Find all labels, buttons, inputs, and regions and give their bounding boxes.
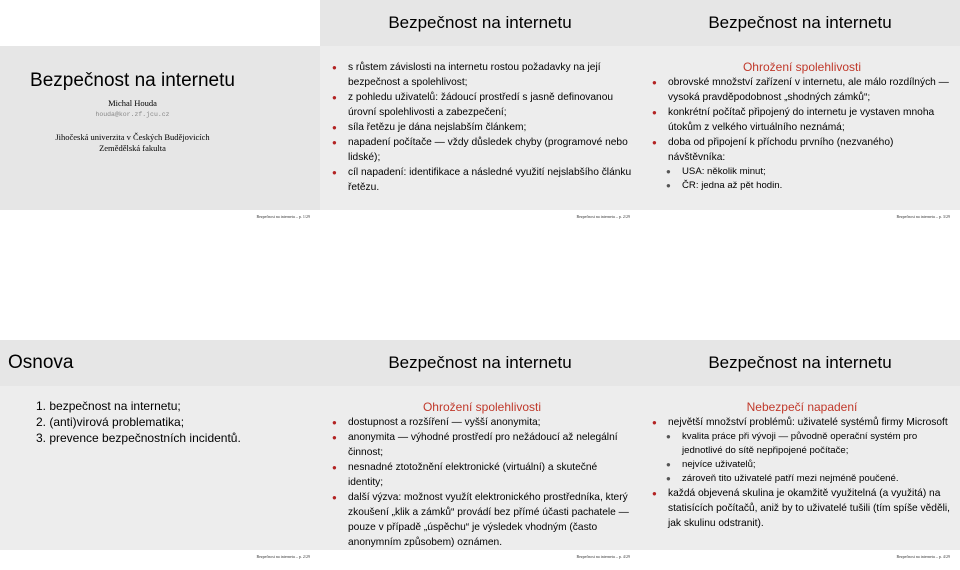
list-item: ● další výzva: možnost využít elektronického prostředníka, který zkoušení „klik a zámků“ provádí bez přímé účasti pachatele — pouze v případě „úspěchu“ je výsledek vhodným (často anonymním způsobem) oznámen. [332,492,629,548]
slide-5 [320,340,640,570]
sub-bullet-icon: ● [666,474,671,483]
bullet-icon: ● [332,93,337,102]
institution-faculty: Zemědělská fakulta [99,143,166,153]
presentation-title: Bezpečnost na internetu [30,70,235,91]
list-item: ● dostupnost a rozšíření — vyšší anonymita; [332,417,541,428]
list-item: 2. (anti)virová problematika; [36,415,185,429]
bullet-icon: ● [652,418,657,427]
bullet-icon: ● [332,168,337,177]
slide-title: Bezpečnost na internetu [388,13,572,32]
list-item: ● síla řetězu je dána nejslabším článkem; [332,122,527,133]
section-heading: Nebezpečí napadení [746,400,858,414]
slide-content [652,400,952,531]
list-item: 3. prevence bezpečnostních incidentů. [36,431,241,445]
sub-bullet-icon: ● [666,460,671,469]
slide-title: Osnova [8,352,74,373]
list-item: ● cíl napadení: identifikace a následné využití nejslabšího článku řetězu. [332,167,632,193]
bullet-icon: ● [332,63,337,72]
slide-2 [320,0,640,230]
slide-content [332,400,632,550]
bullet-icon: ● [332,418,337,427]
list-subitem: ● kvalita práce při vývoji — původně operační systém pro jednotlivé do sítě nepřipojené počítače; [666,431,918,456]
slide-title: Bezpečnost na internetu [388,353,572,372]
bullet-icon: ● [332,138,337,147]
outline-list [36,398,320,446]
slide-outline [0,340,320,570]
institution-university: Jihočeská univerzita v Českých Budějovicích [55,132,210,142]
list-item: ● nesnadné ztotožnění elektronické (virtuální) a skutečné identity; [332,462,598,488]
section-heading: Ohrožení spolehlivosti [742,60,862,74]
slide-footer: Bezpečnost na internetu – p. 2/29 [576,214,630,219]
slide-content [36,398,320,446]
author-name: Michal Houda [108,98,157,108]
slide-3 [640,0,960,230]
list-subitem: ● ČR: jedna až pět hodin. [666,180,783,191]
bullet-icon: ● [652,489,657,498]
slide-footer: Bezpečnost na internetu – p. 4/29 [896,554,950,559]
slide-footer: Bezpečnost na internetu – p. 4/29 [576,554,630,559]
institution [0,132,265,154]
slide-footer: Bezpečnost na internetu – p. 1/29 [256,214,310,219]
bullet-icon: ● [652,138,657,147]
sub-bullet-icon: ● [666,181,671,190]
list-subitem: ● zároveň tito uživatelé patří mezi nejméně poučené. [666,473,899,484]
sub-bullet-icon: ● [666,167,671,176]
slide-6 [640,340,960,570]
bullet-icon: ● [332,123,337,132]
list-item: ● doba od připojení k příchodu prvního (nezvaného) návštěvníka: [652,137,894,163]
author-email: houda@kor.zf.jcu.cz [95,111,170,118]
sub-bullet-icon: ● [666,432,671,441]
list-item: ● s růstem závislosti na internetu rostou požadavky na její bezpečnost a spolehlivost; [332,62,601,88]
slide-content [652,60,952,193]
slide-title-page [0,0,320,230]
slide-footer: Bezpečnost na internetu – p. 3/29 [896,214,950,219]
list-item: ● konkrétní počítač připojený do internetu je vystaven mnoha útokům z velkého virtuálního neznámá; [652,107,935,133]
list-item: ● největší množství problémů: uživatelé systémů firmy Microsoft [652,417,948,428]
list-item: ● z pohledu uživatelů: žádoucí prostředí s jasně definovanou úrovní spolehlivosti a zabezpečení; [332,92,614,118]
list-subitem: ● nejvíce uživatelů; [666,459,756,470]
list-item: 1. bezpečnost na internetu; [36,399,181,413]
slide-title: Bezpečnost na internetu [708,13,892,32]
bullet-icon: ● [652,108,657,117]
list-item: ● anonymita — výhodné prostředí pro nežádoucí až nelegální činnost; [332,432,618,458]
slide-footer: Bezpečnost na internetu – p. 2/29 [256,554,310,559]
list-subitem: ● USA: několik minut; [666,166,766,177]
section-heading: Ohrožení spolehlivosti [422,400,542,414]
list-item: ● každá objevená skulina je okamžitě využitelná (a využitá) na statisících počítačů, aniž by to uživatelé tušili (tím spíše věděli, jak skulinu odstranit). [652,488,950,529]
bullet-icon: ● [332,463,337,472]
list-item: ● obrovské množství zařízení v internetu, ale málo rozdílných — vysoká pravděpodobnost „shodných zámků“; [652,77,949,103]
bullet-icon: ● [332,433,337,442]
slide-content [332,60,632,195]
bullet-icon: ● [332,493,337,502]
list-item: ● napadení počítače — vždy důsledek chyby (programové nebo lidské); [332,137,628,163]
bullet-icon: ● [652,78,657,87]
slide-title: Bezpečnost na internetu [708,353,892,372]
